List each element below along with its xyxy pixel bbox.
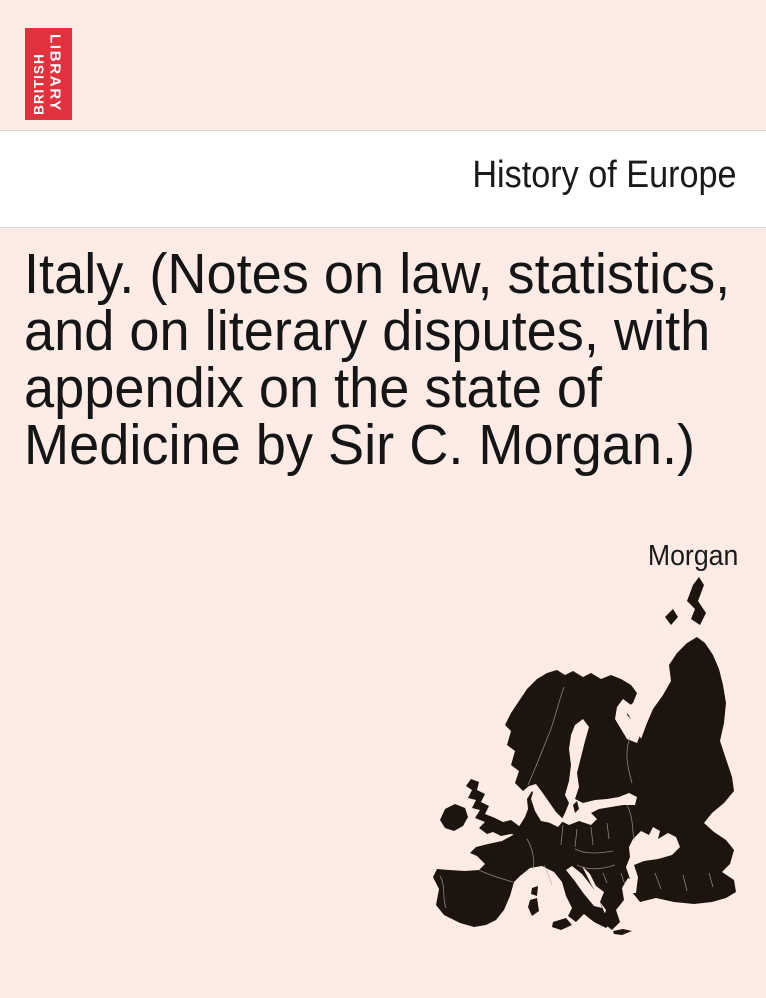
series-band — [0, 130, 766, 228]
map-island-novaya — [687, 577, 706, 625]
title-line-2: and on literary disputes, with — [24, 299, 711, 363]
british-library-logo — [25, 28, 72, 120]
author-name: Morgan — [647, 540, 738, 572]
map-island-corsica — [531, 886, 538, 896]
title-line-1: Italy. (Notes on law, statistics, — [24, 242, 731, 306]
map-island-arctic — [665, 609, 678, 625]
book-title — [24, 242, 765, 477]
map-island-britain — [466, 779, 525, 836]
europe-map-svg — [425, 573, 766, 938]
map-island-crete — [613, 929, 632, 935]
logo-word-british: BRITISH — [31, 53, 47, 115]
series-label: History of Europe — [472, 154, 737, 196]
map-island-sicily — [552, 918, 572, 930]
title-line-3: appendix on the state of — [24, 356, 603, 420]
logo-word-library: LIBRARY — [46, 33, 64, 113]
map-island-sardinia — [528, 898, 539, 916]
title-line-4: Medicine by Sir C. Morgan.) — [24, 413, 696, 477]
map-island-ireland — [440, 804, 468, 831]
europe-map-silhouette — [425, 573, 766, 938]
